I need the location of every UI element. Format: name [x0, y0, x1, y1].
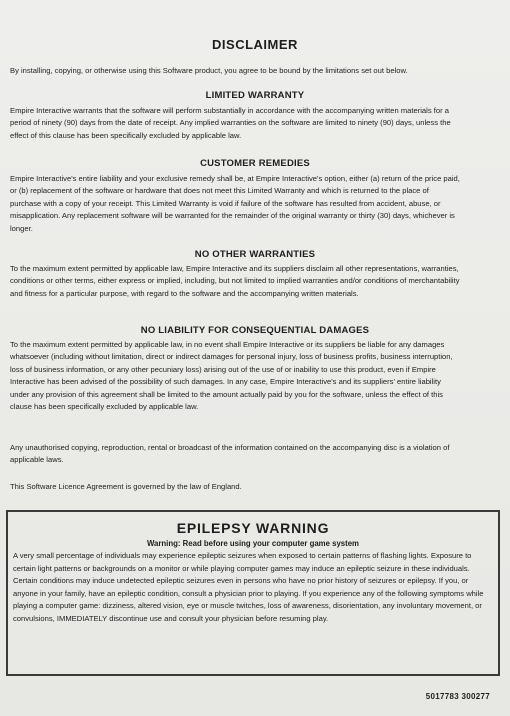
unauthorised-copying-text: Any unauthorised copying, reproduction, rental or broadcast of the information contained on the accompanying disc is a violation of applicable laws.	[10, 443, 450, 465]
epilepsy-warning-title: EPILEPSY WARNING	[176, 520, 330, 536]
no-liability-text: To the maximum extent permitted by applicable law, in no event shall Empire Interactive or its suppliers be liable for any damages whatsoever (including without limitation, direct or indirect damages for personal injury, loss of business profits, business interruption, loss of business information, or any other pecuniary loss) arising out of the use of or inability to use this product, even if Empire Interactive has been advised of the possibility of such damages. In any case, Empire Interactive's and its suppliers' entire liability under any provision of this agreement shall be limited to the amount actually paid by you for the software, unless the effect of this clause has been specifically excluded by applicable law.	[10, 340, 453, 412]
epilepsy-warning-box	[6, 510, 500, 676]
no-other-warranties-text: To the maximum extent permitted by applicable law, Empire Interactive and its suppliers disclaim all other representations, warranties, conditions or other terms, either express or implied, including, but not limited to implied warranties and/or conditions of merchantability and fitness for a particular purpose, with regard to the software and the accompanying written materials.	[10, 264, 460, 298]
limited-warranty-heading: LIMITED WARRANTY	[205, 90, 305, 101]
epilepsy-warning-text: A very small percentage of individuals may experience epileptic seizures when exposed to certain patterns of flashing lights. Exposure to certain light patterns or backgrounds on a monitor or while playing computer games may induce an epileptic seizure in these individuals. Certain conditions may induce undetected epileptic seizures even in persons who have no prior history of seizures or epilepsy. If you, or anyone in your family, have an epileptic condition, consult a physician prior to playing. If you experience any of the following symptoms while playing a computer game: dizziness, altered vision, eye or muscle twitches, loss of awareness, disorientation, any involuntary movement, or convulsions, IMMEDIATELY discontinue use and consult your physician before resuming play.	[13, 551, 484, 623]
disclaimer-intro: By installing, copying, or otherwise using this Software product, you agree to be bound by the limitations set out below.	[10, 66, 408, 75]
no-other-warranties-heading: NO OTHER WARRANTIES	[194, 249, 316, 260]
customer-remedies-text: Empire Interactive's entire liability and your exclusive remedy shall be, at Empire Interactive's option, either (a) return of the price paid, or (b) replacement of the software or hardware that does not meet this Limited Warranty and which is returned to the place of purchase with a copy of your receipt. This Limited Warranty is void if failure of the software has resulted from accident, abuse, or misapplication. Any replacement software will be warranted for the remainder of the original warranty or thirty (30) days, whichever is longer.	[10, 174, 460, 233]
epilepsy-warning-subtitle: Warning: Read before using your computer game system	[146, 539, 359, 548]
disclaimer-heading: DISCLAIMER	[212, 37, 298, 52]
governing-law-text: This Software Licence Agreement is governed by the law of England.	[10, 482, 242, 491]
customer-remedies-heading: CUSTOMER REMEDIES	[200, 158, 310, 169]
barcode-number: 5017783 300277	[425, 692, 490, 701]
no-liability-heading: NO LIABILITY FOR CONSEQUENTIAL DAMAGES	[140, 325, 370, 336]
limited-warranty-text: Empire Interactive warrants that the software will perform substantially in accordance with the accompanying written materials for a period of ninety (90) days from the date of receipt. Any implied warranties on the software are limited to ninety (90) days, unless the effect of this clause has been specifically excluded by applicable law.	[10, 106, 451, 140]
